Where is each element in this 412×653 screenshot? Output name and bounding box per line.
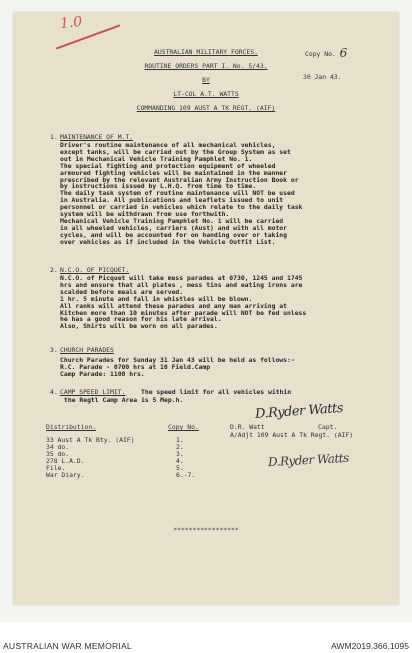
distribution-row: File.: [46, 463, 66, 472]
section-1-body: [60, 142, 302, 246]
section-1-line: Driver's routine maintenance of all mechanical vehicles,: [60, 141, 276, 149]
section-2-body: [60, 275, 306, 330]
section-2-title: N.C.O. OF PICQUET.: [60, 266, 130, 274]
section-1-line: over vehicles as if included in the Vehicle Outfit List.: [60, 237, 276, 246]
distribution-row: War Diary.: [46, 470, 85, 479]
section-3-line: Camp Parade: 1100 hrs.: [60, 369, 145, 378]
section-2-line: hrs and ensure that all plates , mess tins and eating irons are: [60, 280, 303, 289]
section-1-line: by instructions issued by L.H.Q. from time to time.: [60, 182, 257, 191]
footer-accession-number: AWM2019.366.1095: [330, 641, 409, 651]
section-4-line-2: the Regtl Camp Area is 5 Mep.h.: [64, 396, 184, 404]
archive-footer: [0, 622, 412, 653]
signature-rank: Capt.: [318, 423, 338, 431]
signature-name: D.R. Watt: [230, 423, 265, 431]
section-2-line: 1 hr. 5 minute and fall in whistles will be blown.: [60, 294, 253, 303]
heading-line-3: BY: [202, 76, 210, 84]
second-signature: D.Ryder Watts: [267, 450, 350, 470]
section-1-title: MAINTENANCE OF M.T.: [60, 133, 134, 141]
signature-appointment: A/Adjt 109 Aust A Tk Regt. (AIF): [230, 431, 354, 439]
section-1-line: The daily task system of routine maintenance will NOT be used: [60, 189, 295, 198]
section-1-line: The special fighting and protection equipment of wheeled: [60, 161, 276, 170]
section-4-line-1: The speed limit for all vehicles within: [141, 388, 292, 396]
section-2-line: he has a good reason for his late arrival.: [60, 315, 222, 324]
section-1-line: Mechanical Vehicle Training Pamphlet No. 1 will be carried: [60, 216, 284, 225]
section-2-line: Kitchen more than 10 minutes after parade will NOT be fed unless: [60, 308, 307, 317]
section-4-number: 4.: [50, 388, 58, 396]
signature: D.Ryder Watts: [254, 400, 344, 423]
distribution-row: 34 do.: [46, 442, 70, 451]
heading-line-5: COMMANDING 109 AUST A TK REGT. (AIF): [136, 104, 276, 112]
distribution-copy-header: Copy No.: [168, 423, 199, 431]
distribution-copies: [176, 437, 195, 478]
section-1-line: in Australia. All publications and leaflets issued to unit: [60, 196, 284, 205]
section-1-line: except tanks, will be carried out by the Group System as set: [60, 147, 291, 156]
section-1-line: system will be withdrawn from use forthwith.: [60, 210, 230, 219]
heading-line-1: AUSTRALIAN MILITARY FORCES.: [154, 48, 258, 56]
section-2-line: scalded before meals are served.: [60, 287, 184, 296]
order-date: 30 Jan 43.: [303, 73, 342, 81]
section-3-line: R.C. Parade - 0700 hrs at 10 Field.Camp: [60, 362, 211, 371]
heading-line-2: ROUTINE ORDERS PART I. No. 5/43.: [144, 62, 268, 70]
distribution-copy: 2.: [176, 442, 184, 451]
section-3-body: [60, 357, 295, 378]
pencil-annotation: 1.0: [59, 13, 84, 33]
footer-institution: AUSTRALIAN WAR MEMORIAL: [3, 641, 132, 651]
section-1-line: out in Mechanical Vehicle Training Pamphlet No. 1.: [60, 154, 253, 163]
section-2-line: N.C.O. of Picquet will take mess parades at 0730, 1245 and 1745: [60, 274, 303, 282]
distribution-copy: 4.: [176, 456, 184, 465]
distribution-copy: 5.: [176, 463, 184, 472]
distribution-row: 35 do.: [46, 449, 70, 458]
section-1-line: prescribed by the relevant Australian Army Instruction Book or: [60, 175, 299, 184]
section-4-title: CAMP SPEED LIMIT.: [60, 388, 126, 396]
section-2-line: All ranks will attend these parades and any man arriving at: [60, 301, 288, 310]
distribution-title: Distribution.: [46, 423, 97, 431]
distribution-row: 33 Aust A Tk Bty. (AIF): [46, 436, 135, 444]
section-1-line: in all wheeled vehicles, carriers (Aust) and with all motor: [60, 223, 288, 232]
distribution-copy: 3.: [176, 449, 184, 458]
distribution-list: [46, 437, 135, 478]
section-3-title: CHURCH PARADES: [60, 346, 114, 354]
heading-line-4: LT-COL A.T. WATTS: [173, 90, 239, 98]
end-marker: *****************: [173, 526, 239, 534]
section-1-number: 1.: [50, 133, 58, 141]
distribution-row: 278 L.A.D.: [46, 456, 85, 465]
section-3-line: Church Parades for Sunday 31 Jan 43 will be held as follows:-: [60, 356, 295, 364]
distribution-copy: 1.: [176, 436, 184, 444]
copy-label: Copy No.: [305, 50, 336, 58]
section-2-number: 2.: [50, 266, 58, 274]
section-3-number: 3.: [50, 346, 58, 354]
section-1-line: cycles, and will be accounted for on handing over or taking: [60, 230, 288, 239]
section-1-line: armoured fighting vehicles will be maintained in the manner: [60, 168, 288, 177]
section-2-line: Also, Shirts will be worn on all parades.: [60, 322, 218, 331]
section-1-line: personnel or carried in vehicles which relate to the daily task: [60, 203, 303, 212]
distribution-copy: 6.-7.: [176, 470, 196, 479]
copy-number: 6: [339, 46, 348, 60]
